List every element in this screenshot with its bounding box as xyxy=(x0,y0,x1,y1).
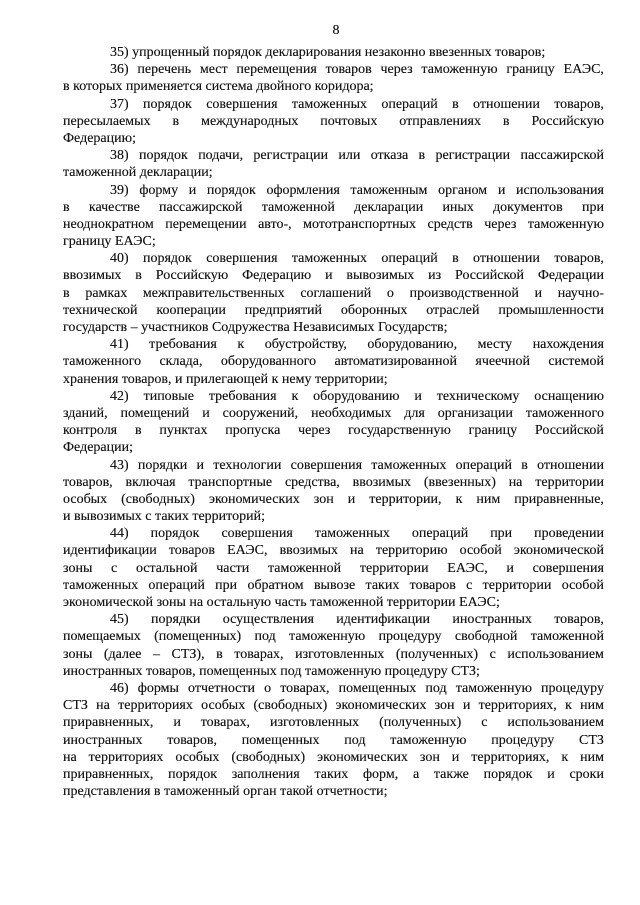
text-line: Федерацию; xyxy=(63,130,136,146)
list-item-41 xyxy=(63,336,604,388)
text-line: и вывозимых с таких территорий; xyxy=(63,509,265,525)
text-line: СТЗ на территориях особых (свободных) экономических зон и территориях, к ним xyxy=(63,698,604,714)
text-line: таможенных операций при обратном вывозе таких товаров с территории особой xyxy=(63,577,604,593)
text-line: 37) порядок совершения таможенных операций в отношении товаров, xyxy=(110,96,604,112)
text-line: зоны (далее – СТЗ), в товарах, изготовленных (полученных) с использованием xyxy=(63,646,604,662)
text-line: 46) формы отчетности о товарах, помещенных под таможенную процедуру xyxy=(110,680,604,696)
text-line: государств – участников Содружества Независимых Государств; xyxy=(63,320,448,335)
list-item-36 xyxy=(63,61,604,95)
page-number: 8 xyxy=(332,23,340,38)
text-line: помещаемых (помещенных) под таможенную процедуру свободной таможенной xyxy=(63,629,604,645)
text-line: таможенной декларации; xyxy=(63,165,213,181)
text-line: 43) порядки и технологии совершения таможенных операций в отношении xyxy=(110,457,604,473)
list-item-45 xyxy=(63,611,604,680)
list-item-35 xyxy=(63,44,604,61)
text-line: на территориях особых (свободных) экономических зон и территориях, к ним xyxy=(63,749,604,765)
text-line: 40) порядок совершения таможенных операций в отношении товаров, xyxy=(110,251,604,267)
text-line: неоднократном перемещении авто-, мототранспортных средств через таможенную xyxy=(63,216,604,232)
text-line: хранения товаров, и прилегающей к нему территории; xyxy=(63,371,388,387)
text-line: иностранных товаров, помещенных под таможенную процедуру СТЗ; xyxy=(63,663,480,679)
text-line: ввозимых в Российскую Федерацию и вывозимых из Российской Федерации xyxy=(63,268,604,284)
list-item-46 xyxy=(63,680,604,800)
list-item-39 xyxy=(63,182,604,251)
text-line: 36) перечень мест перемещения товаров через таможенную границу ЕАЭС, xyxy=(110,62,604,78)
text-line: в рамках межправительственных соглашений о производственной и научно- xyxy=(63,285,604,301)
text-line: в которых применяется система двойного коридора; xyxy=(63,79,374,95)
list-item-43 xyxy=(63,457,604,526)
text-line: приравненных, и товарах, изготовленных (полученных) с использованием xyxy=(63,715,604,731)
document-body xyxy=(63,44,604,800)
list-item-40 xyxy=(63,250,604,336)
list-item-42 xyxy=(63,388,604,457)
text-line: таможенного склада, оборудованного автоматизированной ячеечной системой xyxy=(63,354,604,370)
text-line: идентификации товаров ЕАЭС, ввозимых на территорию особой экономической xyxy=(63,543,604,559)
list-item-44 xyxy=(63,525,604,611)
text-line: иностранных товаров, помещенных под таможенную процедуру СТЗ xyxy=(63,732,604,748)
text-line: 42) типовые требования к оборудованию и техническому оснащению xyxy=(110,388,604,404)
text-line: пересылаемых в международных почтовых отправлениях в Российскую xyxy=(63,113,604,129)
text-line: 39) форму и порядок оформления таможенным органом и использования xyxy=(110,182,604,198)
list-item-37 xyxy=(63,96,604,148)
text-line: 41) требования к обустройству, оборудованию, месту нахождения xyxy=(110,337,604,353)
text-line: в качестве пассажирской таможенной декларации иных документов при xyxy=(63,199,604,215)
text-line: 38) порядок подачи, регистрации или отказа в регистрации пассажирской xyxy=(110,148,604,164)
text-line: экономической зоны на остальную часть таможенной территории ЕАЭС; xyxy=(63,595,500,610)
text-line: контроля в пунктах пропуска через государственную границу Российской xyxy=(63,423,604,439)
text-line: представления в таможенный орган такой отчетности; xyxy=(63,784,388,800)
text-line: приравненных, порядок заполнения таких форм, а также порядок и сроки xyxy=(63,766,604,782)
text-line: товаров, включая транспортные средства, ввозимых (ввезенных) на территории xyxy=(63,474,604,490)
text-line: 44) порядок совершения таможенных операций при проведении xyxy=(110,526,604,542)
text-line: границу ЕАЭС; xyxy=(63,234,156,250)
text-line: особых (свободных) экономических зон и территории, к ним приравненные, xyxy=(63,491,604,507)
list-item-38 xyxy=(63,147,604,181)
text-line: 45) порядки осуществления идентификации иностранных товаров, xyxy=(110,612,604,628)
text-line: технической кооперации предприятий оборонных отраслей промышленности xyxy=(63,302,604,318)
text-line: Федерации; xyxy=(63,440,134,456)
text-line: зоны с остальной части таможенной территории ЕАЭС, и совершения xyxy=(63,560,604,576)
text-line: зданий, помещений и сооружений, необходимых для организации таможенного xyxy=(63,405,604,421)
text-line: 35) упрощенный порядок декларирования незаконно ввезенных товаров; xyxy=(110,45,546,60)
